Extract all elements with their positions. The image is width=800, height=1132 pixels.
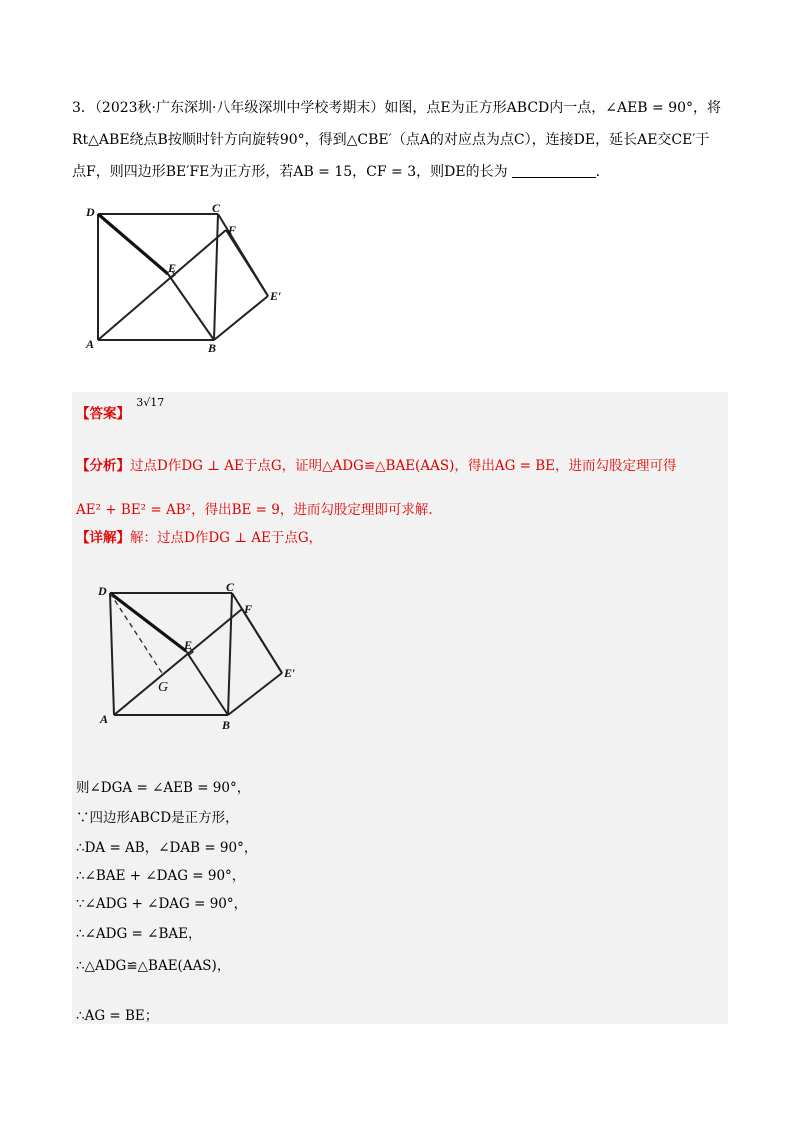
problem-line-3-text: 点F，则四边形BE′FE为正方形，若AB = 15，CF = 3，则DE的长为 <box>72 164 508 180</box>
problem-line-2: Rt△ABE绕点B按顺时针方向旋转90°，得到△CBE′（点A的对应点为点C），连接DE，延长AE交CE′于 <box>72 132 710 148</box>
analysis-line-2: AE² + BE² = AB²，得出BE = 9，进而勾股定理即可求解. <box>76 502 433 518</box>
answer-value: 3√17 <box>136 396 165 409</box>
label-a: A <box>86 337 95 351</box>
line-be <box>186 651 228 715</box>
label-a: A <box>100 712 109 726</box>
label-d: D <box>98 584 107 598</box>
problem-text <box>72 92 732 188</box>
detail-tag: 【详解】 <box>76 530 130 546</box>
problem-line-1: 3．（2023秋·广东深圳·八年级深圳中学校考期末）如图，点E为正方形ABCD内一点，∠AEB = 90°，将 <box>72 100 722 116</box>
line-be2 <box>228 673 282 715</box>
line-fe2 <box>242 609 282 673</box>
solution-figure <box>92 577 332 737</box>
analysis-row-1 <box>76 454 677 474</box>
line-be2 <box>214 296 268 340</box>
analysis-tag: 【分析】 <box>76 458 130 474</box>
line-af <box>114 609 242 715</box>
proof-line-4: ∴∠BAE + ∠DAG = 90°， <box>76 868 246 884</box>
answer-tag: 【答案】 <box>76 406 130 422</box>
analysis-line-1: 过点D作DG ⊥ AE于点G，证明△ADG≌△BAE(AAS)，得出AG = BE，进而勾股定理可得 <box>130 458 677 474</box>
proof-line-6: ∴∠ADG = ∠BAE， <box>76 926 202 942</box>
line-de <box>98 214 168 274</box>
problem-figure <box>80 200 310 360</box>
label-c: C <box>226 580 235 594</box>
line-be <box>168 274 214 340</box>
proof-line-3: ∴DA = AB，∠DAB = 90°， <box>76 840 258 856</box>
proof-line-5: ∵∠ADG + ∠DAG = 90°， <box>76 896 248 912</box>
label-e: E <box>184 638 193 652</box>
proof-line-8: ∴AG = BE； <box>76 1008 159 1024</box>
label-f: F <box>244 602 253 616</box>
detail-intro: 解：过点D作DG ⊥ AE于点G， <box>130 530 323 546</box>
edge-cb <box>228 593 232 715</box>
answer-blank <box>512 161 596 178</box>
line-fe2 <box>226 230 268 296</box>
label-e-prime: E′ <box>284 666 296 680</box>
edge-cb <box>214 214 218 340</box>
label-e: E <box>168 261 177 275</box>
answer-row <box>76 396 165 422</box>
proof-line-2: ∵四边形ABCD是正方形， <box>76 810 239 826</box>
line-dg-dashed <box>110 593 162 673</box>
label-c: C <box>212 201 221 215</box>
problem-line-3 <box>72 156 732 188</box>
problem-line-3-end: . <box>595 164 601 180</box>
line-de <box>110 593 186 651</box>
label-f: F <box>228 223 237 237</box>
solution-panel <box>72 392 728 1024</box>
label-b: B <box>222 718 231 732</box>
label-e-prime: E′ <box>270 289 282 303</box>
edge-da <box>110 593 114 715</box>
proof-line-7: ∴△ADG≌△BAE(AAS)， <box>76 958 231 974</box>
line-af <box>98 230 226 340</box>
label-g: G <box>158 680 169 695</box>
label-b: B <box>208 341 217 355</box>
detail-row <box>76 526 322 546</box>
label-d: D <box>86 205 95 219</box>
proof-line-1: 则∠DGA = ∠AEB = 90°， <box>76 780 251 796</box>
